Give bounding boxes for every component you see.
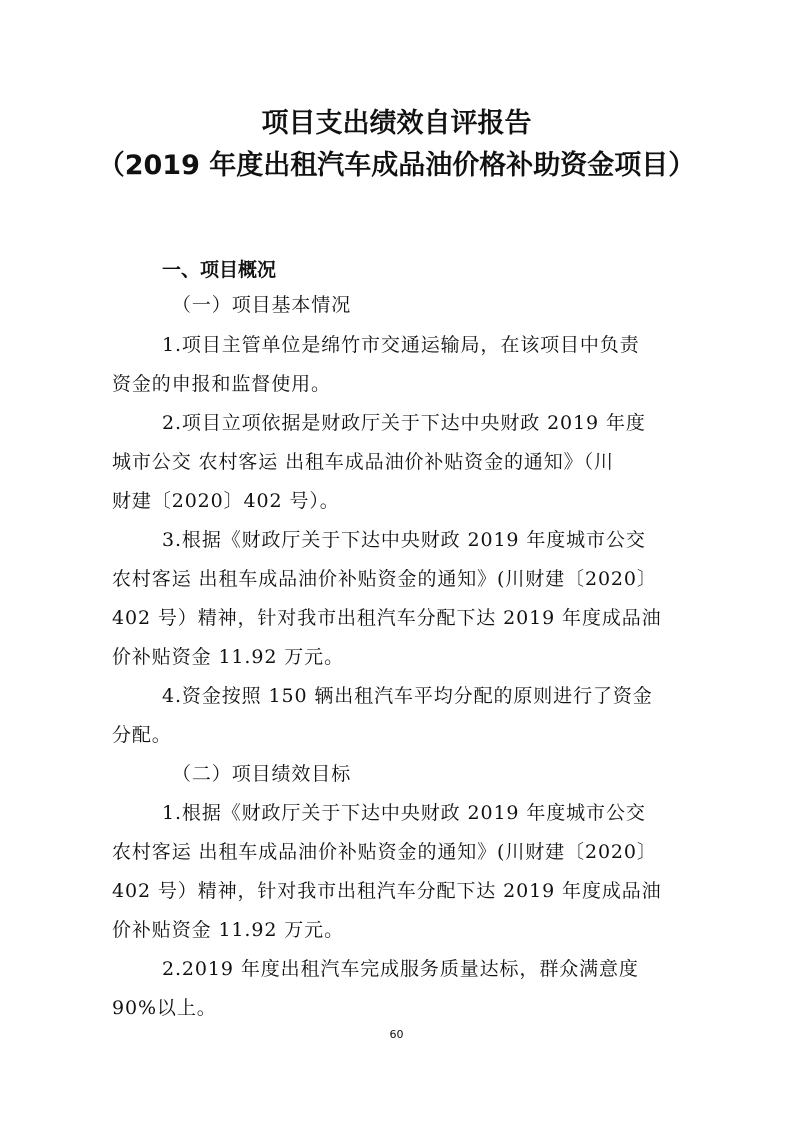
paragraph-line: 3.根据《财政厅关于下达中央财政 2019 年度城市公交 — [162, 529, 646, 551]
report-subtitle: （2019 年度出租汽车成品油价格补助资金项目） — [97, 150, 696, 181]
subsection-heading-performance-goals: （二）项目绩效目标 — [172, 763, 352, 785]
paragraph-line: 价补贴资金 11.92 万元。 — [112, 919, 344, 941]
paragraph-line: 90%以上。 — [112, 997, 217, 1019]
paragraph-line: 4.资金按照 150 辆出租汽车平均分配的原则进行了资金 — [162, 685, 653, 707]
paragraph-line: 402 号）精神，针对我市出租汽车分配下达 2019 年度成品油 — [112, 880, 662, 902]
page-number: 60 — [389, 1028, 404, 1041]
paragraph-line: 财建〔2020〕402 号）。 — [112, 490, 340, 512]
paragraph-line: 402 号）精神，针对我市出租汽车分配下达 2019 年度成品油 — [112, 607, 662, 629]
subsection-heading-basic-info: （一）项目基本情况 — [172, 294, 352, 316]
paragraph-line: 1.项目主管单位是绵竹市交通运输局，在该项目中负责 — [162, 334, 640, 356]
paragraph-line: 农村客运 出租车成品油价补贴资金的通知》(川财建〔2020〕 — [112, 841, 657, 863]
paragraph-line: 价补贴资金 11.92 万元。 — [112, 646, 344, 668]
paragraph-line: 2.2019 年度出租汽车完成服务质量达标，群众满意度 — [162, 958, 639, 980]
paragraph-line: 2.项目立项依据是财政厅关于下达中央财政 2019 年度 — [162, 412, 646, 434]
paragraph-line: 1.根据《财政厅关于下达中央财政 2019 年度城市公交 — [162, 802, 646, 824]
paragraph-line: 分配。 — [112, 724, 172, 746]
section-heading-project-overview: 一、项目概况 — [162, 259, 277, 281]
paragraph-line: 资金的申报和监督使用。 — [112, 373, 331, 395]
paragraph-line: 城市公交 农村客运 出租车成品油价补贴资金的通知》（川 — [112, 451, 614, 473]
paragraph-line: 农村客运 出租车成品油价补贴资金的通知》(川财建〔2020〕 — [112, 568, 657, 590]
report-title: 项目支出绩效自评报告 — [261, 108, 532, 139]
